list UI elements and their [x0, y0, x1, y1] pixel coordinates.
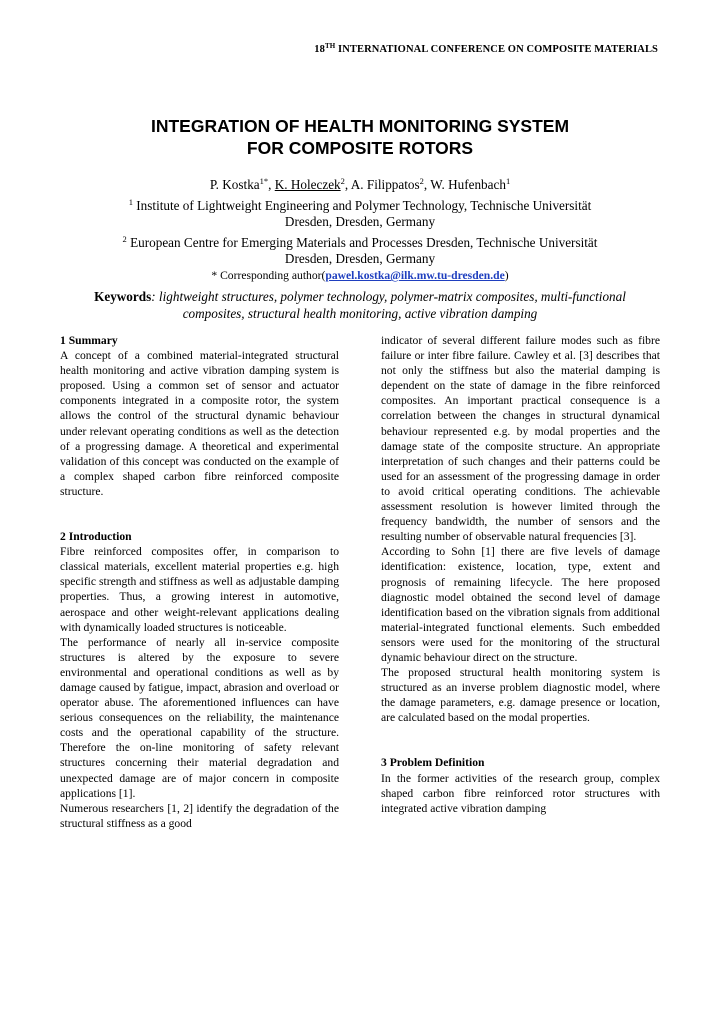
- corresponding-author: [60, 268, 660, 285]
- keywords-text: : lightweight structures, polymer technology, polymer-matrix composites, multi-functional composites, structural health monitoring, active vibration damping: [151, 289, 626, 321]
- author-separator: ,: [423, 177, 431, 192]
- section-2-paragraph-3: Numerous researchers [1, 2] identify the degradation of the structural stiffness as a good: [60, 801, 339, 830]
- author-2-sup: 2: [340, 176, 345, 186]
- section-2-paragraph-2: The performance of nearly all in-service composite structures is altered by the exposure to severe environmental and operational conditions as well as by damage caused by fatigue, impact, abrasion and overload or operator abuse. The aforementioned influences can have serious consequences on the reliability, the maintenance costs and the operational capability of the structure. Therefore the on-line monitoring of safety relevant structures concerning their material degradation and unexpected damage are of major concern in composite applications [1].: [60, 635, 339, 800]
- section-2-heading: 2 Introduction: [60, 530, 132, 544]
- title-line-2: FOR COMPOSITE ROTORS: [246, 138, 474, 158]
- corresponding-suffix: ): [504, 268, 509, 282]
- section-2-paragraph-1: Fibre reinforced composites offer, in comparison to classical materials, excellent material properties e.g. high specific strength and stiffness as well as adjustable damping properties. Thus, a growing interest in automotive, aerospace and other weight-relevant applications dealing with dynamically loaded structures is noticeable.: [60, 545, 339, 634]
- authors-block: [60, 173, 660, 285]
- right-column: [381, 333, 660, 816]
- header-number: 18: [314, 44, 325, 55]
- paper-title: [0, 115, 720, 159]
- affiliation-2-line-2: Dresden, Dresden, Germany: [284, 251, 436, 267]
- keywords: [90, 289, 630, 322]
- left-column: [60, 333, 339, 831]
- affiliation-1: [60, 194, 660, 215]
- author-1: P. Kostka: [209, 177, 260, 192]
- author-4: W. Hufenbach: [430, 177, 506, 192]
- affiliation-2-line-1: European Centre for Emerging Materials and Processes Dresden, Technische Universität: [126, 234, 598, 250]
- author-3-sup: 2: [419, 176, 424, 186]
- header-superscript: TH: [325, 42, 336, 50]
- author-separator: ,: [268, 177, 275, 192]
- keywords-label: Keywords: [94, 289, 152, 304]
- affiliation-1-sup: 1: [128, 196, 133, 207]
- author-4-sup: 1: [505, 176, 511, 186]
- affiliation-1-line-2: Dresden, Dresden, Germany: [284, 214, 436, 230]
- right-paragraph-1: indicator of several different failure modes such as fibre failure or inter fibre failure. Cawley et al. [3] describes that not only the stiffness but also the material damping is dependent on the state of damage in the fibre reinforced composites. An important practical consequence is a correlation between the changes in structural dynamical behaviour represented e.g. by modal properties and the damage state of the composite structure. An appropriate interpretation of such changes and their patterns could be used for an assessment of the progressing damage in order to avoid critical operating conditions. The achievable assessment resolution is however limited through the frequency bandwidth, the number of sensors and the resulting number of observable natural frequencies [3].: [381, 334, 660, 544]
- section-1-paragraph: A concept of a combined material-integrated structural health monitoring and active vibration damping system is proposed. Using a common set of sensor and actuator components integrated in a composite rotor, the system allows the control of the structural dynamic behaviour under relevant operating conditions as well as the detection of a progressing damage. A theoretical and experimental validation of this concept was conducted on the example of a complex shaped carbon fibre reinforced composite structure.: [60, 349, 339, 498]
- section-3-paragraph: In the former activities of the research group, complex shaped carbon fibre reinforced rotor structures with integrated active vibration damping: [381, 771, 660, 815]
- author-1-sup: 1*: [259, 176, 269, 186]
- section-3-heading: 3 Problem Definition: [381, 756, 485, 770]
- corresponding-prefix: * Corresponding author(: [211, 268, 326, 282]
- right-paragraph-3: The proposed structural health monitoring system is structured as an inverse problem diagnostic model, where the damage parameters, e.g. damage presence or location, are calculated based on the modal properties.: [381, 666, 660, 725]
- author-2: K. Holeczek: [274, 177, 341, 192]
- affiliation-2-sup: 2: [122, 233, 127, 244]
- affiliation-1-line-1: Institute of Lightweight Engineering and Polymer Technology, Technische Universität: [132, 197, 592, 213]
- author-separator: ,: [344, 177, 351, 192]
- right-paragraph-2: According to Sohn [1] there are five levels of damage identification: existence, location, type, extent and prognosis of remaining lifecycle. The here proposed diagnostic model obtained the second level of damage identification based on the vibration signals from additional material-integrated functional elements. Such embedded sensors were used for the monitoring of the structural dynamic behaviour direct on the structure.: [381, 545, 660, 664]
- affiliation-2: [60, 231, 660, 252]
- section-1-heading: 1 Summary: [60, 334, 118, 347]
- title-line-1: INTEGRATION OF HEALTH MONITORING SYSTEM: [150, 116, 570, 136]
- conference-header: [314, 42, 658, 55]
- corresponding-email-link[interactable]: pawel.kostka@ilk.mw.tu-dresden.de: [325, 268, 505, 282]
- author-list: [60, 173, 660, 194]
- header-text: INTERNATIONAL CONFERENCE ON COMPOSITE MATERIALS: [335, 44, 658, 55]
- author-3: A. Filippatos: [350, 177, 420, 192]
- section-spacer: [381, 725, 660, 755]
- section-spacer: [60, 499, 339, 529]
